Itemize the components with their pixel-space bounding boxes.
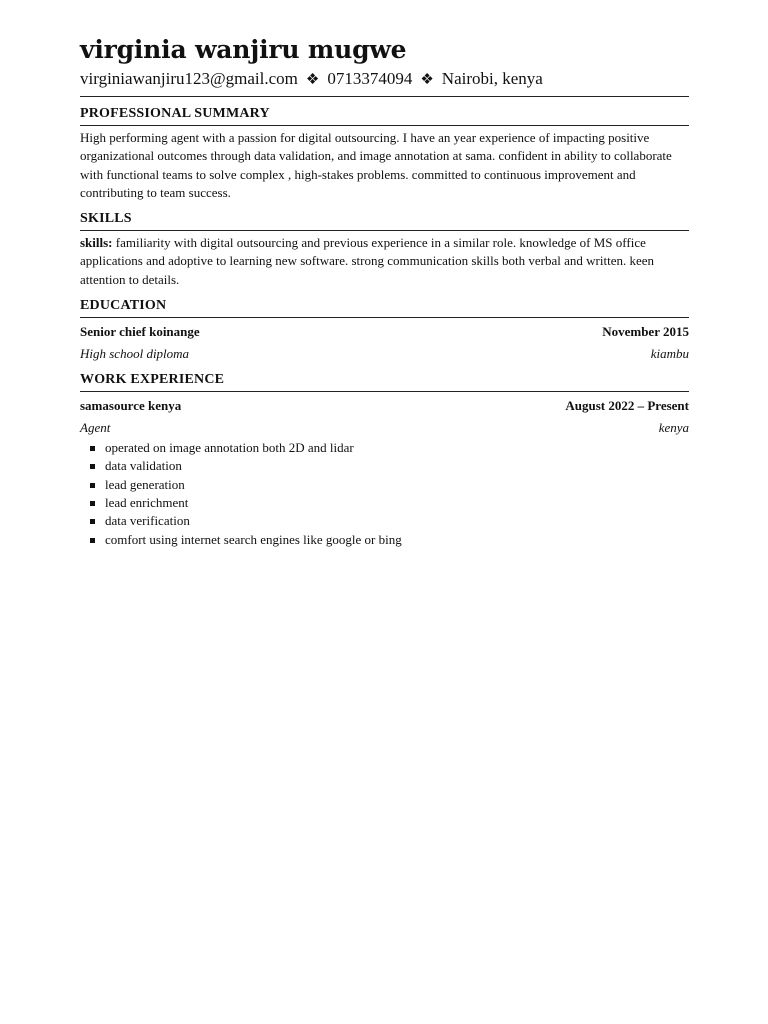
- bullet-icon: [90, 538, 95, 543]
- company-name: samasource kenya: [80, 398, 182, 414]
- skills-body: familiarity with digital outsourcing and previous experience in a similar role. knowledge of MS office applications and adoptive to learning new software. strong communication skills both verbal and written. keen attention to details.: [80, 235, 655, 287]
- experience-heading: WORK EXPERIENCE: [80, 372, 225, 388]
- summary-text: High performing agent with a passion for digital outsourcing. I have an year experience of impacting positive organizational outcomes through data validation, and image annotation at sama. confident in ability to collaborate with functional teams to solve complex , high-stakes problems. committed to continuous improvement and contributing to team success.: [80, 130, 672, 200]
- summary-heading: PROFESSIONAL SUMMARY: [80, 106, 270, 121]
- phone-number: 0713374094: [327, 69, 413, 88]
- bullet-icon: [90, 483, 95, 488]
- education-heading: EDUCATION: [80, 298, 167, 314]
- section-divider: [80, 391, 689, 392]
- bullet-text: comfort using internet search engines like google or bing: [105, 531, 402, 547]
- location-text: Nairobi, kenya: [441, 69, 543, 88]
- skills-text: [80, 234, 689, 289]
- header-divider: [80, 96, 689, 97]
- list-item: [80, 512, 689, 530]
- education-detail-row: [80, 345, 689, 363]
- list-item: [80, 531, 689, 549]
- education-entry-row: [80, 323, 689, 341]
- education-location: kiambu: [650, 346, 689, 362]
- school-name: Senior chief koinange: [80, 324, 200, 340]
- contact-line: [80, 68, 689, 91]
- bullet-text: data verification: [105, 513, 190, 529]
- list-item: [80, 439, 689, 457]
- bullet-text: operated on image annotation both 2D and lidar: [105, 440, 354, 456]
- separator-icon: ❖: [305, 72, 320, 88]
- email-link[interactable]: virginiawanjiru123@gmail.com: [80, 69, 298, 88]
- degree-name: High school diploma: [80, 346, 190, 362]
- section-divider: [80, 125, 689, 126]
- candidate-name: virginia wanjiru mugwe: [80, 35, 407, 64]
- section-divider: [80, 230, 689, 231]
- skills-heading: SKILLS: [80, 211, 132, 227]
- bullet-icon: [90, 519, 95, 524]
- experience-location: kenya: [658, 420, 689, 436]
- education-date: November 2015: [602, 324, 689, 340]
- skills-label: skills:: [80, 235, 113, 251]
- separator-icon: ❖: [420, 72, 434, 88]
- job-role: Agent: [80, 420, 111, 436]
- bullet-icon: [90, 464, 95, 469]
- list-item: [80, 494, 689, 512]
- list-item: [80, 476, 689, 494]
- list-item: [80, 457, 689, 475]
- resume-page: [80, 34, 689, 549]
- bullet-icon: [90, 446, 95, 451]
- section-divider: [80, 317, 689, 318]
- experience-dates: August 2022 – Present: [565, 398, 689, 414]
- bullet-icon: [90, 501, 95, 506]
- bullet-text: lead generation: [105, 476, 185, 492]
- bullet-text: data validation: [105, 458, 182, 474]
- bullet-text: lead enrichment: [105, 494, 189, 510]
- experience-bullet-list: [80, 439, 689, 549]
- experience-entry-row: [80, 397, 689, 415]
- experience-detail-row: [80, 419, 689, 437]
